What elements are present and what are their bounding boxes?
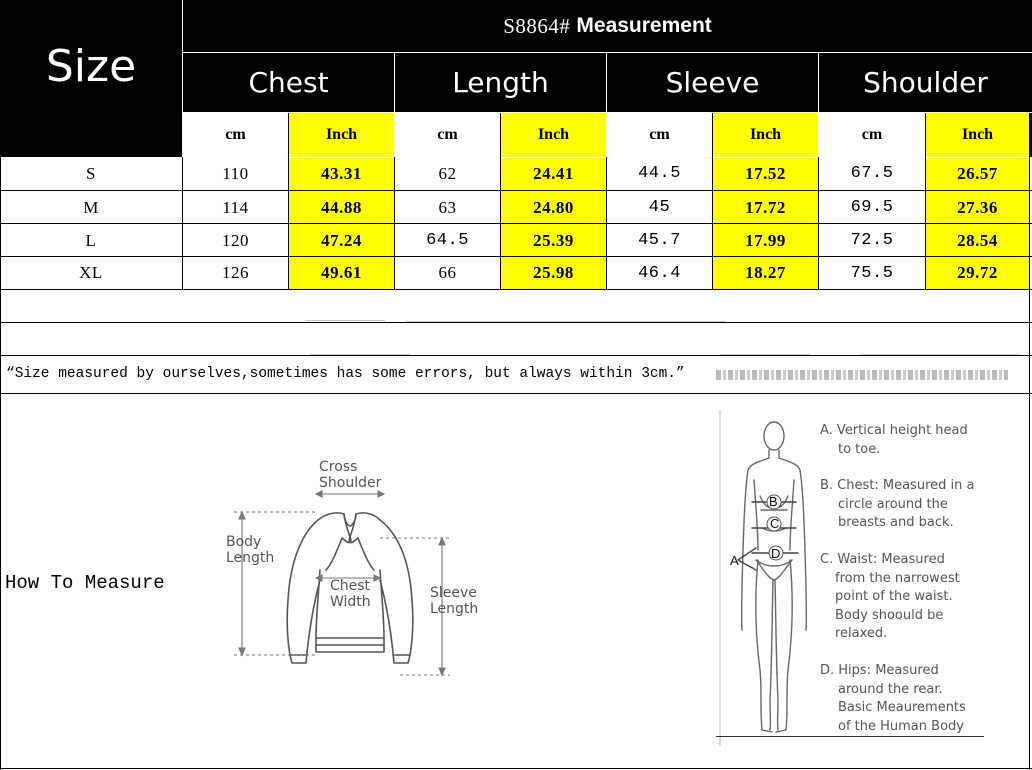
unit-cm-sleeve: cm	[607, 113, 712, 157]
how-to-measure-label: How To Measure	[5, 572, 165, 594]
table-row	[0, 157, 1032, 190]
sleeve-inch-cell: 18.27	[745, 263, 786, 282]
length-inch-cell: 24.41	[533, 163, 574, 183]
length-cm-cell: 63	[438, 197, 457, 217]
unit-inch-length: Inch	[501, 113, 606, 157]
sleeve-cm-cell: 45.7	[638, 231, 681, 250]
length-inch-cell: 24.80	[533, 197, 574, 217]
body-letter-c: C	[770, 516, 780, 531]
sleeve-cm-cell: 45	[648, 198, 671, 217]
unit-inch-chest: Inch	[289, 113, 394, 157]
sleeve-inch-cell: 17.52	[745, 163, 786, 183]
shoulder-cm-cell: 67.5	[850, 164, 894, 183]
unit-cm-chest: cm	[183, 113, 288, 157]
size-cell: L	[85, 230, 97, 250]
sleeve-cm-cell: 44.5	[638, 164, 681, 183]
unit-cm-length: cm	[395, 113, 500, 157]
length-cm-cell: 66	[438, 263, 457, 282]
table-row	[0, 257, 1032, 289]
chest-cm-cell: 120	[222, 230, 249, 250]
size-header	[0, 0, 182, 157]
shoulder-cm-cell: 69.5	[850, 198, 894, 217]
shoulder-inch-cell: 27.36	[957, 197, 998, 217]
unit-inch-shoulder: Inch	[926, 113, 1029, 157]
body-length-label: Body Length	[226, 534, 275, 566]
blurred-note-text	[716, 370, 1008, 380]
column-header-label: Length	[452, 66, 549, 99]
column-header-sleeve	[607, 53, 818, 112]
length-cm-cell: 62	[438, 163, 457, 183]
unit-cm-shoulder: cm	[819, 113, 925, 157]
size-cell: XL	[79, 263, 103, 282]
chest-inch-cell: 44.88	[321, 197, 362, 217]
sleeve-cm-cell: 46.4	[638, 263, 681, 283]
column-header-shoulder	[819, 53, 1032, 112]
chest-width-label: Chest Width	[330, 578, 371, 610]
table-row	[0, 191, 1032, 224]
sleeve-inch-cell: 17.99	[745, 230, 786, 250]
chest-cm-cell: 126	[222, 263, 249, 282]
chest-inch-cell: 43.31	[321, 163, 362, 183]
size-note: “Size measured by ourselves,sometimes has some errors, but always within 3cm.”	[6, 366, 685, 382]
unit-inch-sleeve: Inch	[713, 113, 818, 157]
body-letter-b: B	[769, 494, 778, 509]
measurement-key-b: B. Chest: Measured in a circle around the breasts and back.	[820, 478, 975, 530]
length-cm-cell: 64.5	[426, 231, 469, 250]
chest-inch-cell: 47.24	[321, 230, 362, 250]
shoulder-cm-cell: 75.5	[850, 263, 894, 283]
chest-cm-cell: 114	[222, 197, 249, 217]
column-header-chest	[183, 53, 394, 112]
measurement-key-c: C. Waist: Measured from the narrowest point of the waist. Body shoould be relaxed.	[820, 552, 960, 641]
shoulder-inch-cell: 26.57	[957, 163, 998, 183]
shoulder-cm-cell: 72.5	[850, 231, 894, 250]
shoulder-inch-cell: 28.54	[957, 230, 998, 250]
size-header-label: Size	[45, 41, 137, 92]
size-cell: S	[86, 163, 96, 183]
column-header-length	[395, 53, 606, 112]
body-letter-d: D	[771, 546, 781, 561]
product-code: S8864#	[503, 13, 571, 38]
size-cell: M	[83, 197, 99, 217]
chest-cm-cell: 110	[222, 163, 249, 183]
length-inch-cell: 25.98	[533, 263, 574, 282]
body-figure-diagram	[712, 410, 822, 750]
column-header-label: Shoulder	[863, 66, 988, 99]
body-letter-a: A	[730, 553, 739, 568]
table-title	[183, 0, 1032, 52]
shoulder-inch-cell: 29.72	[957, 263, 998, 282]
cross-shoulder-label: Cross Shoulder	[319, 459, 382, 491]
measurement-key-a: A. Vertical height head to toe.	[820, 423, 968, 457]
column-header-label: Sleeve	[665, 66, 760, 99]
table-title-text: Measurement	[576, 14, 712, 37]
sleeve-inch-cell: 17.72	[745, 197, 786, 217]
measurement-key-d: D. Hips: Measured around the rear. Basic Meaurements of the Human Body	[820, 663, 966, 734]
length-inch-cell: 25.39	[533, 230, 574, 250]
table-row	[0, 224, 1032, 257]
chest-inch-cell: 49.61	[321, 263, 362, 282]
column-header-label: Chest	[248, 66, 329, 99]
sleeve-length-label: Sleeve Length	[430, 585, 479, 617]
